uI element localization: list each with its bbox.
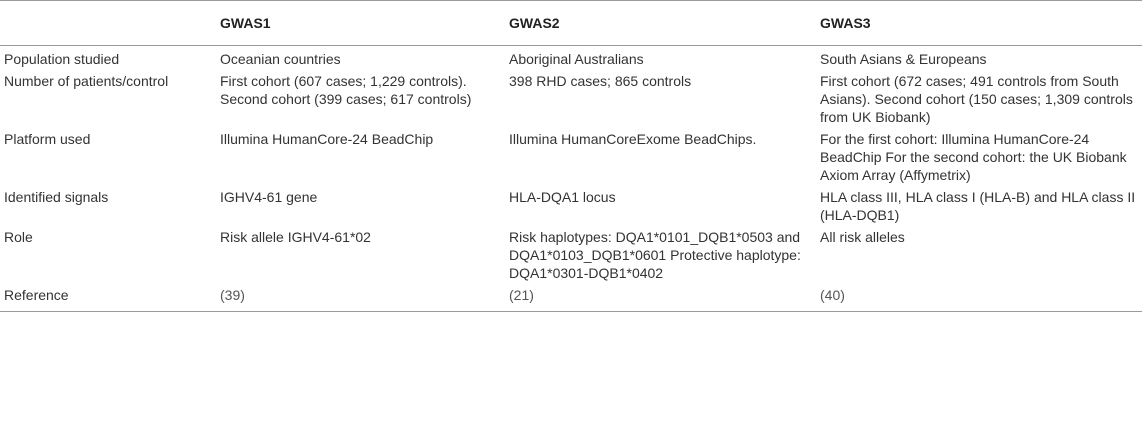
table-row — [0, 68, 1142, 126]
reference-link-gwas3[interactable]: (40) — [809, 282, 1142, 312]
row-label: Reference — [0, 282, 218, 312]
cell-gwas3: For the first cohort: Illumina HumanCore-24 BeadChip For the second cohort: the UK Biobank Axiom Array (Affymetrix) — [820, 131, 1127, 183]
cell-gwas2: Aboriginal Australians — [509, 51, 644, 67]
cell-gwas2: 398 RHD cases; 865 controls — [509, 73, 692, 89]
cell-gwas1: IGHV4-61 gene — [220, 189, 318, 205]
header-empty — [0, 1, 218, 46]
cell-gwas1: First cohort (607 cases; 1,229 controls). Second cohort (399 cases; 617 controls) — [220, 73, 472, 107]
cell-gwas2: HLA-DQA1 locus — [509, 189, 616, 205]
row-label: Identified signals — [4, 189, 109, 205]
cell-gwas3: All risk alleles — [820, 229, 905, 245]
reference-link-gwas1[interactable]: (39) — [218, 282, 500, 312]
cell-gwas3: HLA class III, HLA class I (HLA-B) and HLA class II (HLA-DQB1) — [820, 189, 1136, 223]
cell-gwas1: Oceanian countries — [220, 51, 341, 67]
header-gwas2: GWAS2 — [500, 1, 809, 46]
cell-gwas3: South Asians & Europeans — [820, 51, 987, 67]
table-row — [0, 224, 1142, 282]
cell-gwas1: Risk allele IGHV4-61*02 — [220, 229, 371, 245]
cell-gwas3: First cohort (672 cases; 491 controls from South Asians). Second cohort (150 cases; 1,309 controls from UK Biobank) — [820, 73, 1133, 125]
row-label: Population studied — [4, 51, 120, 67]
table-row — [0, 126, 1142, 184]
reference-link-gwas2[interactable]: (21) — [500, 282, 809, 312]
row-label: Platform used — [4, 131, 91, 147]
header-row — [0, 1, 1142, 46]
table-row — [0, 184, 1142, 224]
cell-gwas1: Illumina HumanCore-24 BeadChip — [220, 131, 434, 147]
header-gwas3: GWAS3 — [809, 1, 1142, 46]
cell-gwas2: Risk haplotypes: DQA1*0101_DQB1*0503 and DQA1*0103_DQB1*0601 Protective haplotype: DQA1*0301-DQB1*0402 — [509, 229, 801, 281]
header-gwas1: GWAS1 — [218, 1, 500, 46]
row-label: Role — [4, 229, 33, 245]
row-label: Number of patients/control — [4, 73, 169, 89]
table-row — [0, 46, 1142, 69]
cell-gwas2: Illumina HumanCoreExome BeadChips. — [509, 131, 757, 147]
table-row — [0, 282, 1142, 312]
